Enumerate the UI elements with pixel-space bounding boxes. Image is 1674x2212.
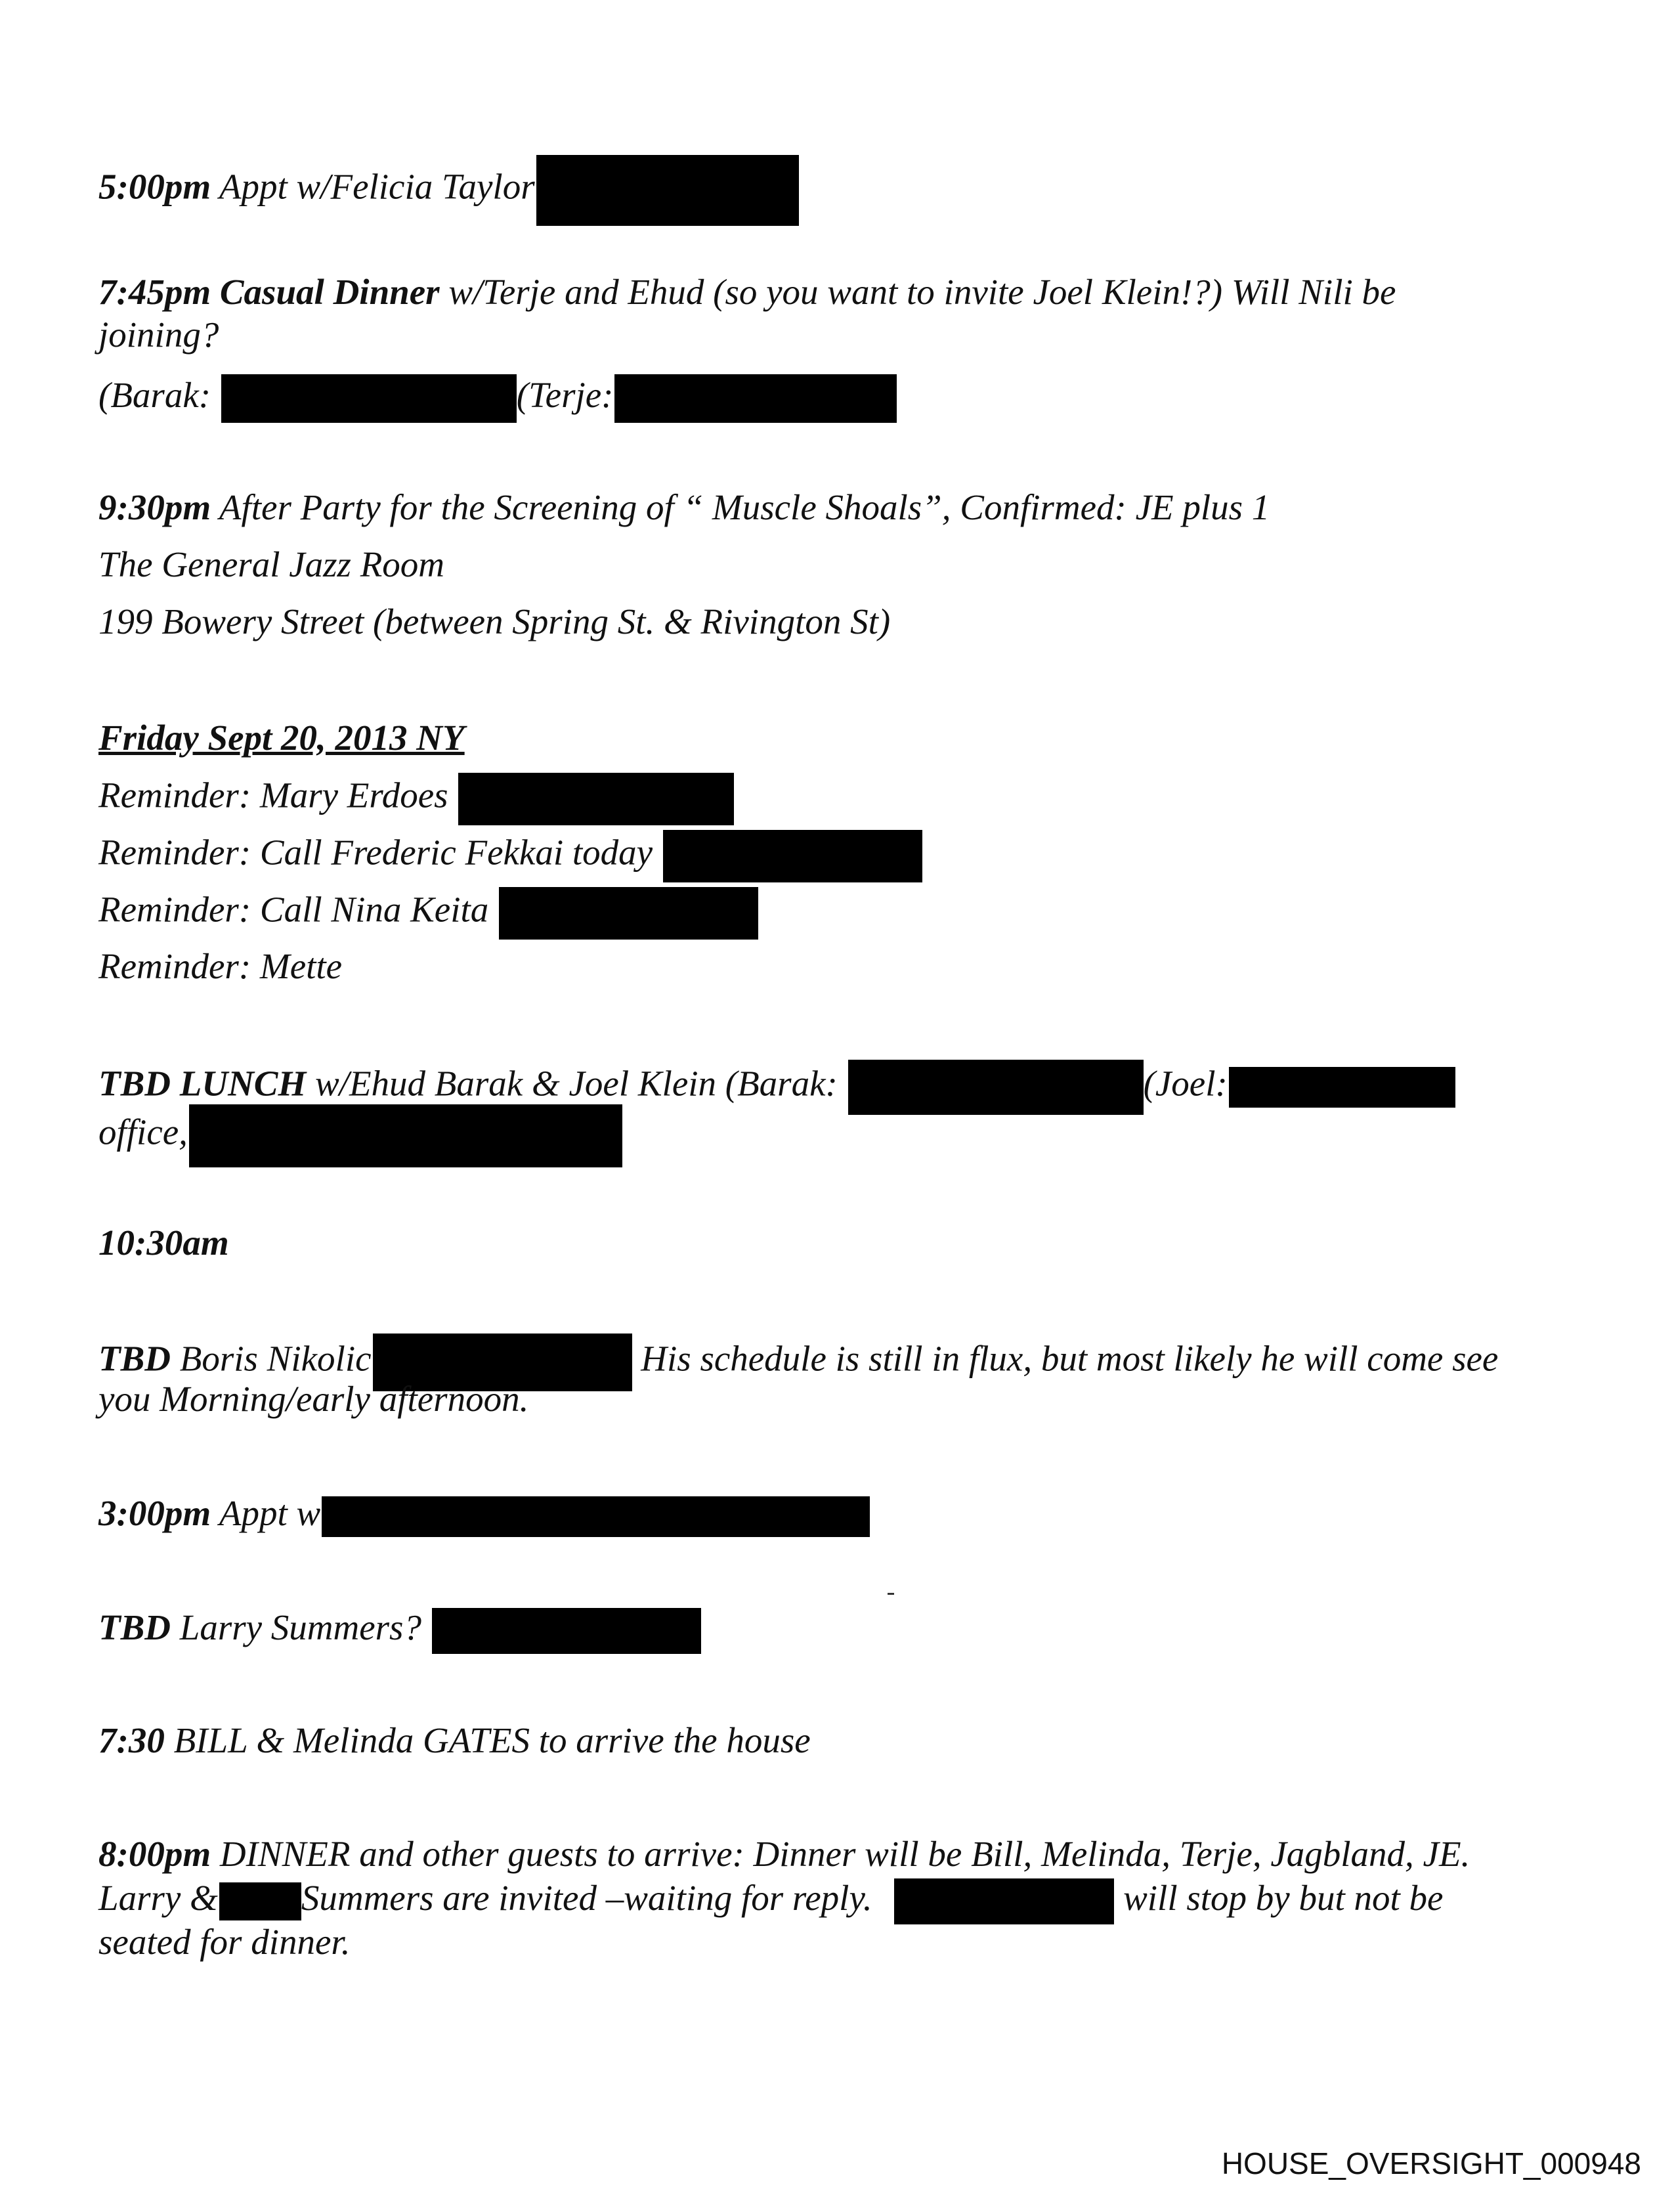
redaction-box xyxy=(221,374,517,423)
entry-label: TBD LUNCH xyxy=(98,1063,307,1104)
reminder-text: Reminder: Mette xyxy=(98,946,343,986)
entry-1030am xyxy=(98,1221,229,1265)
entry-title: Casual Dinner xyxy=(219,272,440,312)
day-heading-text: Friday Sept 20, 2013 NY xyxy=(98,718,465,758)
entry-time: 9:30pm xyxy=(98,487,211,527)
entry-text: After Party for the Screening of “ Muscle Shoals”, Confirmed: JE plus 1 xyxy=(219,487,1270,527)
day-heading xyxy=(98,716,465,760)
reminder-text: Reminder: Mary Erdoes xyxy=(98,775,448,815)
entry-label: TBD xyxy=(98,1338,171,1379)
entry-3pm xyxy=(98,1491,870,1537)
entry-time: 3:00pm xyxy=(98,1493,211,1533)
entry-larry xyxy=(98,1605,701,1654)
stray-mark xyxy=(888,1593,894,1595)
entry-text: w/Ehud Barak & Joel Klein (Barak: xyxy=(315,1063,838,1104)
entry-time: 8:00pm xyxy=(98,1834,211,1874)
entry-text: BILL & Melinda GATES to arrive the house xyxy=(173,1720,811,1760)
redaction-box xyxy=(189,1104,622,1167)
entry-time: 7:30 xyxy=(98,1720,165,1760)
entry-text: Summers are invited –waiting for reply. xyxy=(301,1878,872,1918)
redaction-box xyxy=(894,1878,1114,1924)
contacts-line xyxy=(98,373,897,423)
entry-745pm-cont xyxy=(98,313,219,357)
entry-5pm xyxy=(98,155,799,226)
address-line xyxy=(98,599,890,644)
entry-text: will stop by but not be xyxy=(1123,1878,1444,1918)
redaction-box xyxy=(458,773,734,825)
redaction-box xyxy=(1229,1067,1455,1108)
entry-label: TBD xyxy=(98,1607,171,1647)
venue-address: 199 Bowery Street (between Spring St. & Rivington St) xyxy=(98,601,891,641)
entry-text: office, xyxy=(98,1112,188,1152)
venue-name: The General Jazz Room xyxy=(98,544,445,584)
redaction-box xyxy=(614,374,897,423)
contact-joel-label: (Joel: xyxy=(1143,1063,1228,1104)
reminder-item xyxy=(98,887,758,940)
redaction-box xyxy=(536,155,799,226)
redaction-box xyxy=(432,1608,701,1654)
entry-8pm-cont2 xyxy=(98,1920,350,1964)
entry-text: DINNER and other guests to arrive: Dinner will be Bill, Melinda, Terje, Jagbland, JE. xyxy=(219,1834,1470,1874)
entry-lunch-cont xyxy=(98,1104,622,1167)
entry-730 xyxy=(98,1718,811,1763)
reminder-text: Reminder: Call Frederic Fekkai today xyxy=(98,832,653,873)
entry-text: Larry & xyxy=(98,1878,218,1918)
entry-time: 7:45pm xyxy=(98,272,211,312)
entry-name: Boris Nikolic xyxy=(179,1338,372,1379)
contact-barak-label: (Barak: xyxy=(98,375,211,415)
redaction-box xyxy=(322,1496,870,1537)
redaction-box xyxy=(219,1882,301,1920)
venue-line xyxy=(98,542,444,587)
entry-text: Appt w/Felicia Taylor xyxy=(219,166,535,207)
entry-text: His schedule is still in flux, but most likely he will come see xyxy=(641,1338,1499,1379)
entry-930pm xyxy=(98,485,1270,530)
entry-boris-cont xyxy=(98,1377,528,1421)
reminder-item xyxy=(98,944,342,989)
entry-time: 5:00pm xyxy=(98,166,211,207)
entry-time: 10:30am xyxy=(98,1223,229,1263)
entry-text: Appt w xyxy=(219,1493,321,1533)
redaction-box xyxy=(848,1060,1144,1115)
entry-text: Larry Summers? xyxy=(179,1607,421,1647)
entry-text: you Morning/early afternoon. xyxy=(98,1379,529,1419)
entry-text: joining? xyxy=(98,314,219,355)
redaction-box xyxy=(663,830,922,882)
bates-number: HOUSE_OVERSIGHT_000948 xyxy=(1221,2146,1641,2180)
contact-terje-label: (Terje: xyxy=(516,375,614,415)
entry-8pm-cont xyxy=(98,1876,1443,1924)
redaction-box xyxy=(499,887,758,940)
entry-745pm xyxy=(98,270,1396,314)
entry-text: seated for dinner. xyxy=(98,1922,351,1962)
reminder-item xyxy=(98,830,922,882)
reminder-item xyxy=(98,773,734,825)
reminder-text: Reminder: Call Nina Keita xyxy=(98,889,489,930)
entry-8pm xyxy=(98,1832,1470,1876)
entry-text: w/Terje and Ehud (so you want to invite Joel Klein!?) Will Nili be xyxy=(448,272,1396,312)
